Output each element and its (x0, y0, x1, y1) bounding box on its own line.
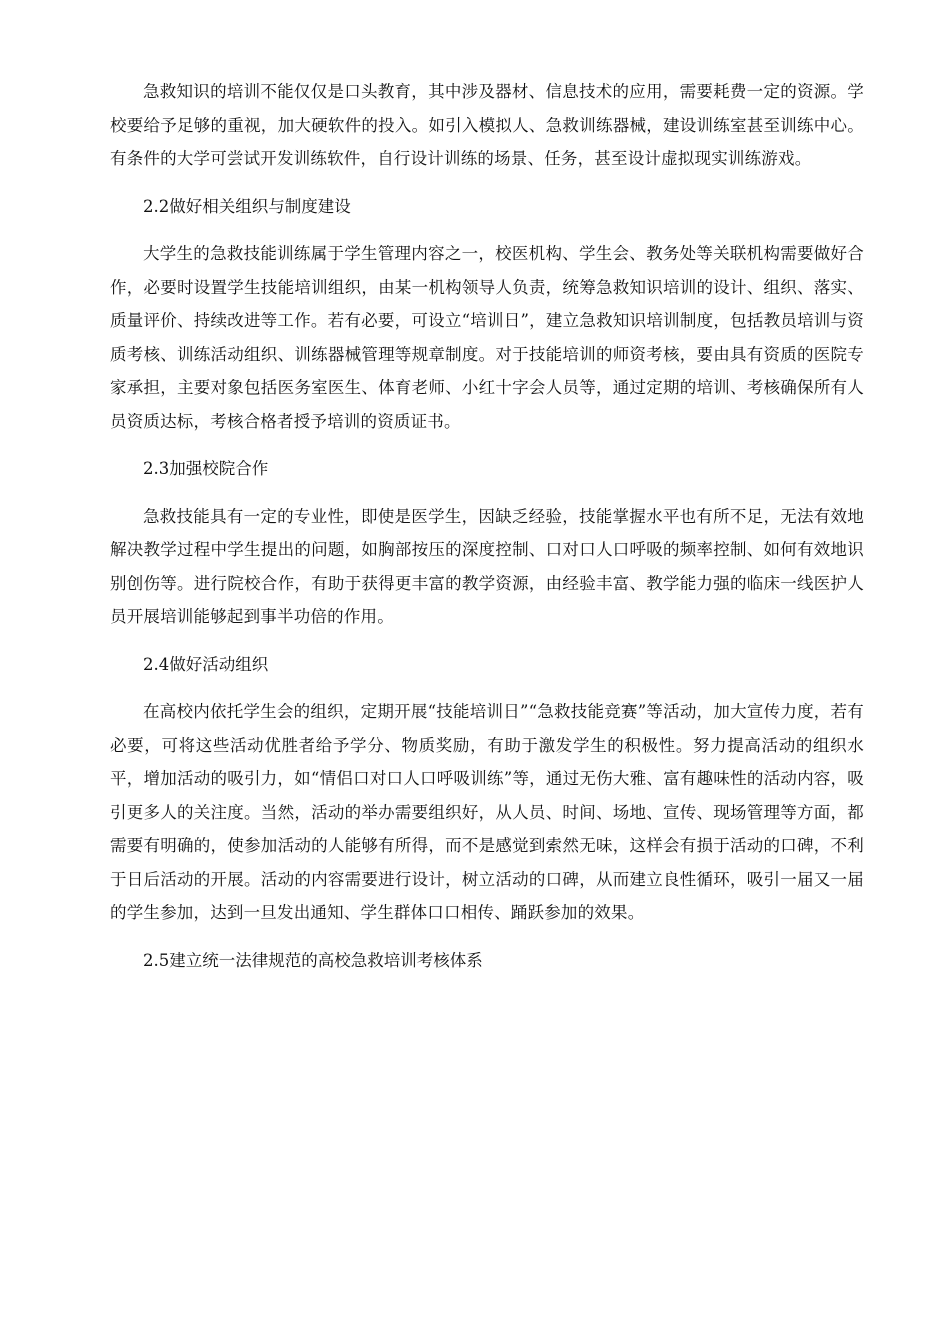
section-heading-2-3: 2.3加强校院合作 (143, 459, 269, 478)
spacer (110, 634, 864, 648)
section-heading-2-5: 2.5建立统一法律规范的高校急救培训考核体系 (143, 950, 483, 970)
spacer (110, 438, 864, 452)
section-heading-2-2: 2.2做好相关组织与制度建设 (143, 196, 351, 216)
paragraph-resources: 急救知识的培训不能仅仅是口头教育，其中涉及器材、信息技术的应用，需要耗费一定的资源。学校要给予足够的重视，加大硬软件的投入。如引入模拟人、急救训练器械，建设训练室甚至训练中心。有条件的大学可尝试开发训练软件，自行设计训练的场景、任务，甚至设计虚拟现实训练游戏。 (110, 82, 864, 168)
paragraph-cooperation: 急救技能具有一定的专业性，即使是医学生，因缺乏经验，技能掌握水平也有所不足，无法有效地解决教学过程中学生提出的问题，如胸部按压的深度控制、口对口人口呼吸的频率控制、如何有效地识别创伤等。进行院校合作，有助于获得更丰富的教学资源，由经验丰富、教学能力强的临床一线医护人员开展培训能够起到事半功倍的作用。 (110, 506, 864, 626)
spacer (110, 930, 864, 944)
paragraph-activities: 在高校内依托学生会的组织，定期开展“技能培训日”“急救技能竞赛”等活动，加大宣传力度，若有必要，可将这些活动优胜者给予学分、物质奖励，有助于激发学生的积极性。努力提高活动的组织水平，增加活动的吸引力，如“情侣口对口人口呼吸训练”等，通过无伤大雅、富有趣味性的活动内容，吸引更多人的关注度。当然，活动的举办需要组织好，从人员、时间、场地、宣传、现场管理等方面，都需要有明确的，使参加活动的人能够有所得，而不是感觉到索然无味，这样会有损于活动的口碑，不利于日后活动的开展。活动的内容需要进行设计，树立活动的口碑，从而建立良性循环，吸引一届又一届的学生参加，达到一旦发出通知、学生群体口口相传、踊跃参加的效果。 (110, 702, 864, 922)
document-page (110, 75, 864, 977)
spacer (110, 486, 864, 500)
spacer (110, 681, 864, 695)
paragraph-organization: 大学生的急救技能训练属于学生管理内容之一，校医机构、学生会、教务处等关联机构需要做好合作，必要时设置学生技能培训组织，由某一机构领导人负责，统筹急救知识培训的设计、组织、落实、质量评价、持续改进等工作。若有必要，可设立“培训日”，建立急救知识培训制度，包括教员培训与资质考核、训练活动组织、训练器械管理等规章制度。对于技能培训的师资考核，要由具有资质的医院专家承担，主要对象包括医务室医生、体育老师、小红十字会人员等，通过定期的培训、考核确保所有人员资质达标，考核合格者授予培训的资质证书。 (110, 244, 864, 431)
spacer (110, 223, 864, 237)
section-heading-2-4: 2.4做好活动组织 (143, 654, 269, 674)
spacer (110, 176, 864, 190)
